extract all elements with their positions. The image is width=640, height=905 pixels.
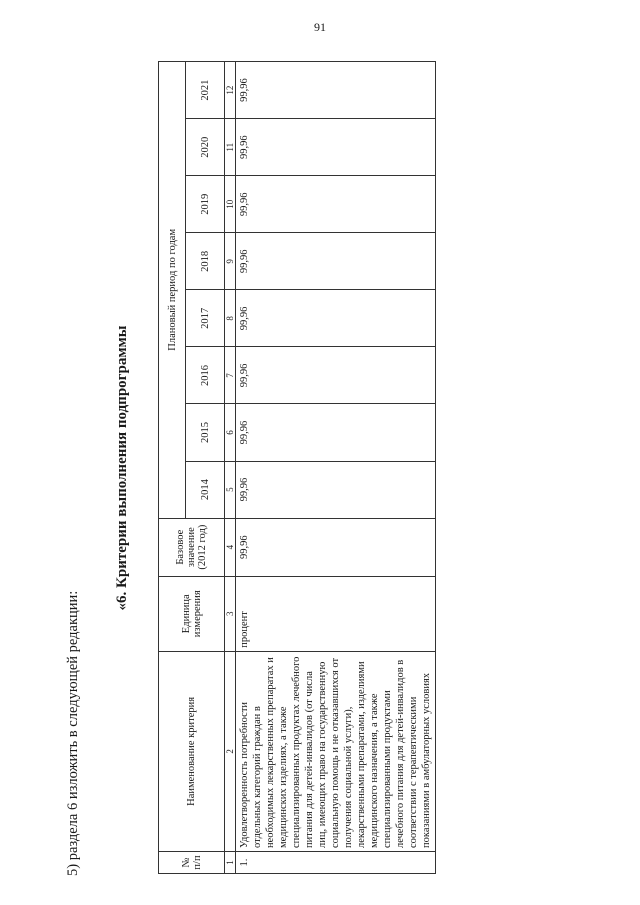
year-value: 99,96	[236, 290, 436, 347]
column-number: 2	[225, 651, 236, 851]
intro-text: 5) раздела 6 изложить в следующей редакции:	[65, 590, 81, 876]
header-year: 2017	[186, 290, 225, 347]
header-year: 2020	[186, 119, 225, 176]
column-number: 3	[225, 576, 236, 651]
header-num: № п/п	[159, 851, 225, 873]
criterion-unit: процент	[236, 576, 436, 651]
header-year: 2015	[186, 404, 225, 461]
header-name: Наименование критерия	[159, 651, 225, 851]
header-unit: Единица измерения	[159, 576, 225, 651]
section-heading: «6. Критерии выполнения подпрограммы	[114, 325, 130, 611]
criteria-table	[158, 61, 436, 874]
header-row-1	[159, 62, 186, 874]
year-value: 99,96	[236, 119, 436, 176]
year-value: 99,96	[236, 233, 436, 290]
column-number: 12	[225, 62, 236, 119]
header-year: 2018	[186, 233, 225, 290]
header-base: Базовое значение (2012 год)	[159, 518, 225, 576]
column-number: 6	[225, 404, 236, 461]
column-number: 11	[225, 119, 236, 176]
rotated-landscape-content	[64, 60, 584, 876]
column-number: 1	[225, 851, 236, 873]
page-number: 91	[314, 20, 326, 34]
header-period: Плановый период по годам	[159, 62, 186, 519]
year-value: 99,96	[236, 62, 436, 119]
column-number: 4	[225, 518, 236, 576]
header-year: 2014	[186, 461, 225, 518]
criterion-name: Удовлетворенность потребности отдельных категорий граждан в необходимых лекарственных препаратах и медицинских изделиях, а также специализированных продуктах лечебного питания для детей-инвалидов (от числа лиц, имеющих право на государственную социальную помощь и не отказавшихся от получения социальной услуги), лекарственными препаратами, изделиями медицинского назначения, а также специализированными продуктами лечебного питания для детей-инвалидов в соответствии с терапевтическими показаниями в амбулаторных условиях	[236, 651, 436, 851]
header-year: 2019	[186, 176, 225, 233]
column-number: 5	[225, 461, 236, 518]
column-number: 10	[225, 176, 236, 233]
column-number: 9	[225, 233, 236, 290]
year-value: 99,96	[236, 461, 436, 518]
column-number: 8	[225, 290, 236, 347]
year-value: 99,96	[236, 347, 436, 404]
base-value: 99,96	[236, 518, 436, 576]
header-year: 2016	[186, 347, 225, 404]
table-row	[236, 62, 436, 874]
year-value: 99,96	[236, 176, 436, 233]
column-number: 7	[225, 347, 236, 404]
year-value: 99,96	[236, 404, 436, 461]
row-num: 1.	[236, 851, 436, 873]
header-year: 2021	[186, 62, 225, 119]
column-number-row	[225, 62, 236, 874]
